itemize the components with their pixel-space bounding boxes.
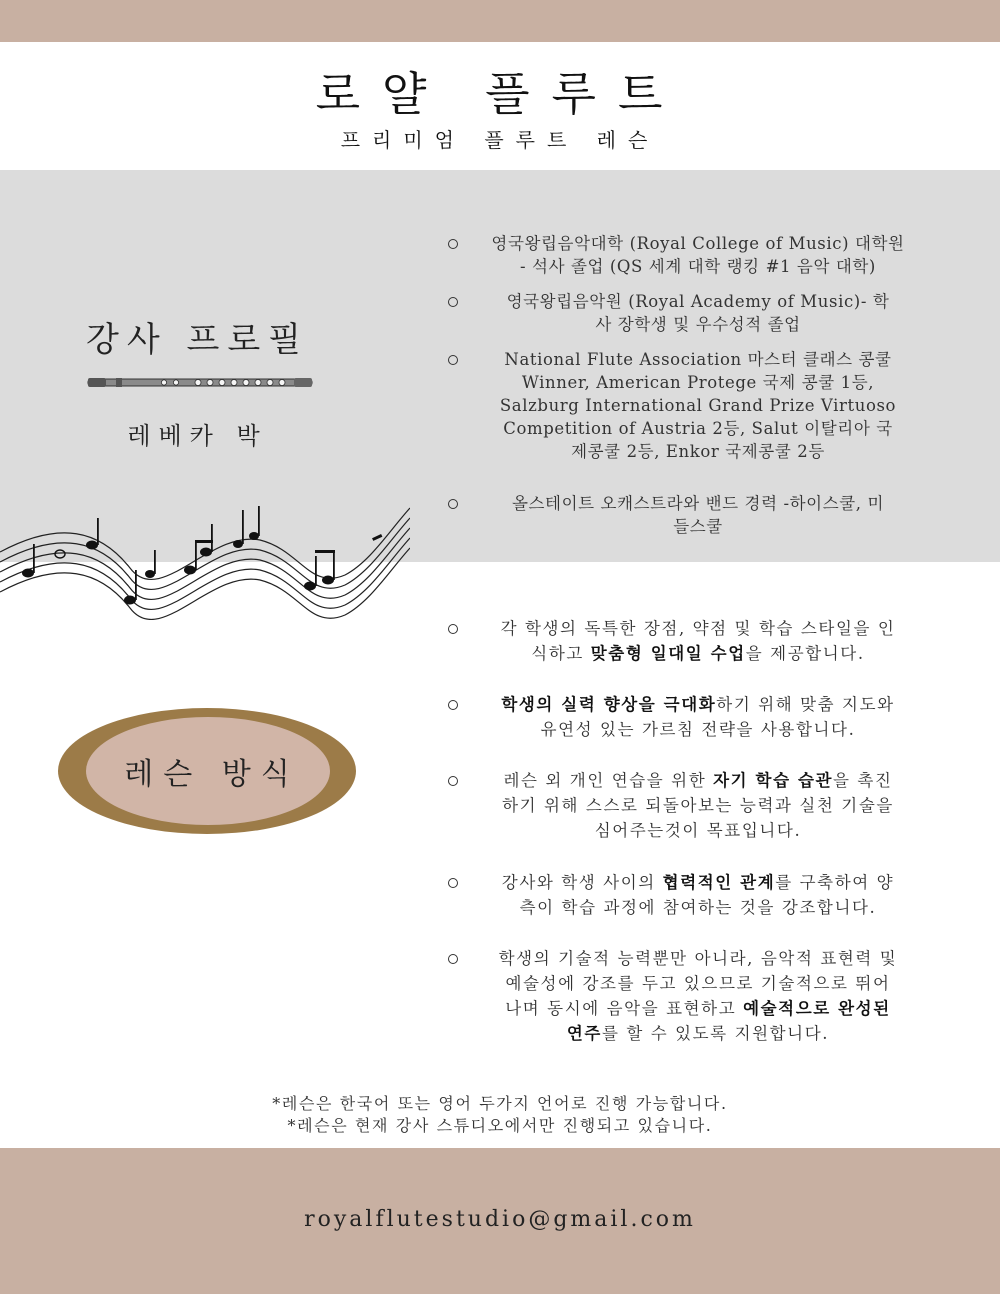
body-text: 심어주는것이 목표입니다. [594, 821, 802, 840]
lesson-heading: 레슨 방식 [124, 757, 300, 792]
lesson-item-line [466, 971, 930, 996]
bullet-icon [448, 878, 458, 888]
music-staff-icon [0, 490, 410, 620]
lesson-item-line [466, 641, 930, 666]
body-text: 를 할 수 있도록 지원합니다. [601, 1024, 830, 1043]
body-text: 유연성 있는 가르침 전략을 사용합니다. [540, 720, 856, 739]
emphasis-text: 협력적인 관계 [662, 873, 776, 892]
profile-item-line: 영국왕립음악원 (Royal Academy of Music)- 학 [506, 292, 890, 311]
lesson-item-line [466, 870, 930, 895]
profile-item-line: 사 장학생 및 우수성적 졸업 [595, 315, 801, 334]
bullet-icon [448, 297, 458, 307]
bullet-icon [448, 499, 458, 509]
bullet-icon [448, 954, 458, 964]
lesson-item-line [466, 895, 930, 920]
profile-item-line: National Flute Association 마스터 클래스 콩쿨 [504, 350, 892, 369]
bullet-icon [448, 776, 458, 786]
profile-item-line: 제콩쿨 2등, Enkor 국제콩쿨 2등 [571, 442, 825, 461]
profile-heading: 강사 프로필 [85, 320, 310, 360]
lesson-item-line [466, 768, 930, 793]
profile-item-line: 들스쿨 [673, 517, 723, 536]
body-text: 나며 동시에 음악을 표현하고 [505, 999, 744, 1018]
flute-icon [86, 374, 316, 390]
bullet-icon [448, 355, 458, 365]
bullet-icon [448, 624, 458, 634]
lesson-item-line [466, 616, 930, 641]
note-line: *레슨은 한국어 또는 영어 두가지 언어로 진행 가능합니다. [272, 1094, 728, 1113]
body-text: 식하고 [531, 644, 591, 663]
top-band [0, 0, 1000, 42]
emphasis-text: 자기 학습 습관 [713, 771, 834, 790]
contact-email: royalflutestudio@gmail.com [304, 1207, 696, 1232]
lesson-item-line [466, 692, 930, 717]
bullet-icon [448, 700, 458, 710]
body-text: 하기 위해 스스로 되돌아보는 능력과 실천 기술을 [502, 796, 894, 815]
body-text: 하기 위해 맞춤 지도와 [716, 695, 895, 714]
body-text: 학생의 기술적 능력뿐만 아니라, 음악적 표현력 및 [498, 949, 898, 968]
lesson-item-line [466, 946, 930, 971]
body-text: 각 학생의 독특한 장점, 약점 및 학습 스타일을 인 [500, 619, 896, 638]
profile-item-line: Competition of Austria 2등, Salut 이탈리아 국 [503, 419, 893, 438]
profile-item-line: 올스테이트 오캐스트라와 밴드 경력 -하이스쿨, 미 [511, 494, 885, 513]
lesson-item-line [466, 793, 930, 818]
body-text: 레슨 외 개인 연습을 위한 [503, 771, 714, 790]
profile-item-line: - 석사 졸업 (QS 세계 대학 랭킹 #1 음악 대학) [520, 257, 876, 276]
body-text: 예술성에 강조를 두고 있으므로 기술적으로 뛰어 [505, 974, 891, 993]
lesson-item-line [466, 818, 930, 843]
profile-item-line: 영국왕립음악대학 (Royal College of Music) 대학원 [491, 234, 905, 253]
emphasis-text: 연주 [566, 1024, 602, 1043]
note-line: *레슨은 현재 강사 스튜디오에서만 진행되고 있습니다. [287, 1116, 713, 1135]
body-text: 측이 학습 과정에 참여하는 것을 강조합니다. [519, 898, 877, 917]
page-title: 로얄 플루트 [315, 67, 685, 121]
teacher-name: 레베카 박 [127, 422, 268, 450]
emphasis-text: 맞춤형 일대일 수업 [590, 644, 746, 663]
bullet-icon [448, 239, 458, 249]
body-text: 강사와 학생 사이의 [501, 873, 663, 892]
body-text: 를 구축하여 양 [775, 873, 895, 892]
emphasis-text: 학생의 실력 향상을 극대화 [501, 695, 717, 714]
page-subtitle: 프리미엄 플루트 레슨 [340, 128, 660, 152]
profile-item-line: Salzburg International Grand Prize Virtuoso [499, 396, 897, 415]
emphasis-text: 예술적으로 완성된 [743, 999, 891, 1018]
lesson-item-line [466, 996, 930, 1021]
lesson-item-line [466, 717, 930, 742]
profile-item-line: Winner, American Protege 국제 콩쿨 1등, [521, 373, 875, 392]
lesson-item-line [466, 1021, 930, 1046]
body-text: 을 촉진 [833, 771, 893, 790]
lesson-heading-oval-inner [86, 717, 330, 825]
body-text: 을 제공합니다. [745, 644, 865, 663]
notes [0, 1093, 1000, 1137]
